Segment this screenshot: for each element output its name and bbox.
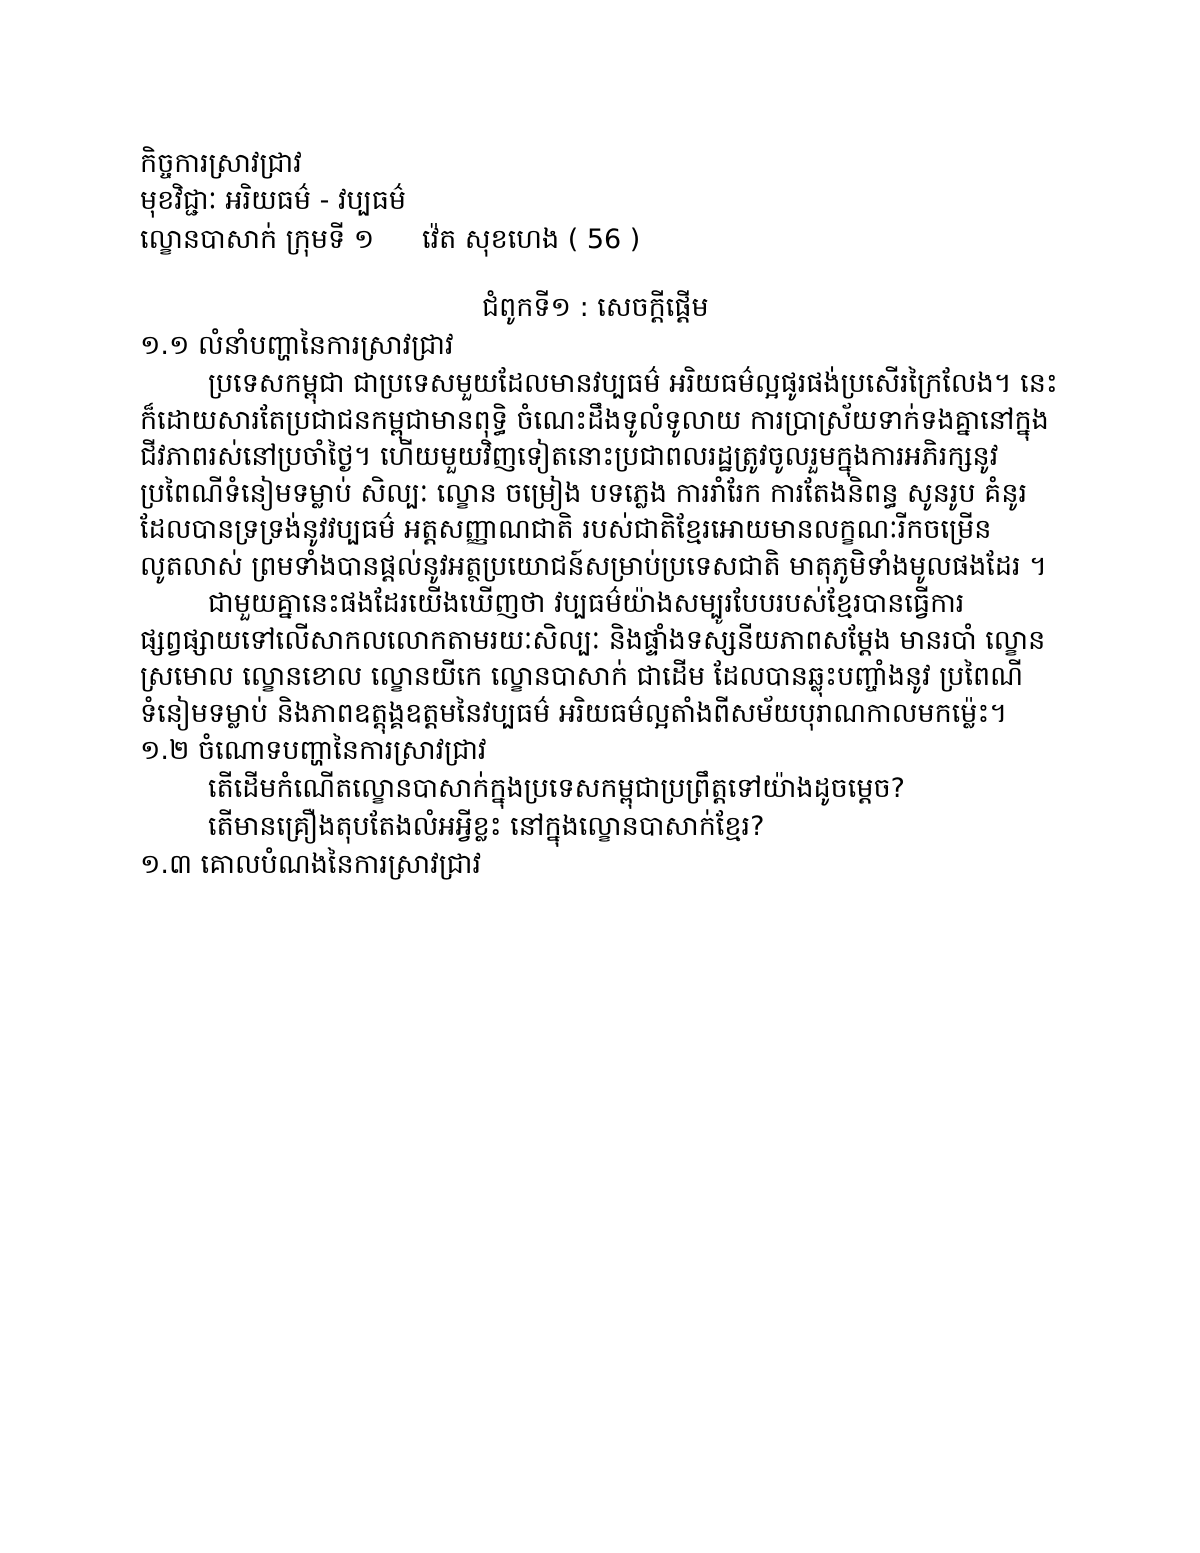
paragraph-line: ជាមួយគ្នានេះផងដែរយើងឃើញថា វប្បធម៌យ៉ាងសម្បូរបែបរបស់ខ្មែរបានធ្វើការ bbox=[208, 588, 965, 619]
paragraph-line: ជីវភាពរស់នៅប្រចាំថ្ងៃ។ ហើយមួយវិញទៀតនោះប្រជាពលរដ្ឋត្រូវចូលរួមក្នុងការអភិរក្សនូវ bbox=[140, 441, 999, 472]
research-question-2: តើមានគ្រឿងតុបតែងលំអអ្វីខ្លះ នៅក្នុងល្ខោនបាសាក់ខ្មែរ? bbox=[208, 811, 765, 842]
paragraph-line: ក៏ដោយសារតែប្រជាជនកម្ពុជាមានពុទ្ធិ ចំណេះដឹងទូលំទូលាយ ការប្រាស្រ័យទាក់ទងគ្នានៅក្នុង bbox=[140, 404, 1049, 436]
section-1-3-heading: ១.៣ គោលបំណងនៃការស្រាវជ្រាវ bbox=[140, 849, 482, 880]
paragraph-line: ទំនៀមទម្លាប់ និងភាពឧត្តុង្គឧត្ដមនៃវប្បធម៌ អរិយធម៌ល្អតាំងពីសម័យបុរាណកាលមកម្ល៉េះ។ bbox=[140, 697, 1008, 729]
paragraph-line: លូតលាស់ ព្រមទាំងបានផ្ដល់នូវអត្ថប្រយោជន៍សម្រាប់ប្រទេសជាតិ មាតុភូមិទាំងមូលផងដែរ ។ bbox=[140, 550, 1047, 582]
section-1-1-paragraph-2 bbox=[140, 586, 1060, 732]
paragraph-line: ផ្សព្វផ្សាយទៅលើសាកលលោកតាមរយៈសិល្បៈ និងផ្ទាំងទស្សនីយភាពសម្ដែង មានរបាំ ល្ខោន bbox=[140, 624, 1046, 656]
paragraph-line: ប្រទេសកម្ពុជា ជាប្រទេសមួយដែលមានវប្បធម៌ អរិយធម៌ល្អផូរផង់ប្រសើរក្រៃលែង។ នេះ bbox=[208, 368, 1058, 399]
subject-line: មុខវិជ្ជាៈ អរិយធម៌ - វប្បធម៌ bbox=[140, 185, 407, 216]
paragraph-line: ស្រមោល ល្ខោនខោល ល្ខោនយីកេ ល្ខោនបាសាក់ ជាដើម ដែលបានឆ្លុះបញ្ចាំងនូវ ប្រពៃណី bbox=[140, 661, 1024, 692]
section-1-2-heading: ១.២ ចំណោទបញ្ហានៃការស្រាវជ្រាវ bbox=[140, 735, 487, 766]
topic-group: ល្ខោនបាសាក់ ក្រុមទី ១ bbox=[140, 224, 375, 255]
section-1-1-paragraph-1 bbox=[140, 366, 1060, 585]
research-question-1: តើដើមកំណើតល្ខោនបាសាក់ក្នុងប្រទេសកម្ពុជាប្រព្រឹត្តទៅយ៉ាងដូចម្ដេច? bbox=[208, 773, 905, 804]
chapter-title: ជំពូកទី១ : សេចក្ដីផ្ដើម bbox=[482, 292, 709, 323]
paragraph-line: ប្រពៃណីទំនៀមទម្លាប់ សិល្បៈ ល្ខោន ចម្រៀង បទភ្លេង ការរាំរែក ការតែងនិពន្ធ សូនរូប គំនូរ bbox=[140, 477, 1028, 509]
group-line bbox=[140, 222, 641, 258]
document-title: កិច្ចការស្រាវជ្រាវ bbox=[140, 148, 302, 179]
section-1-1-heading: ១.១ លំនាំបញ្ហានៃការស្រាវជ្រាវ bbox=[140, 330, 454, 361]
student-name: វ៉េត សុខហេង ( 56 ) bbox=[422, 224, 641, 255]
paragraph-line: ដែលបានទ្រទ្រង់នូវវប្បធម៌ អត្តសញ្ញាណជាតិ របស់ជាតិខ្មែរអោយមានលក្ខណៈរីកចម្រើន bbox=[140, 514, 992, 545]
